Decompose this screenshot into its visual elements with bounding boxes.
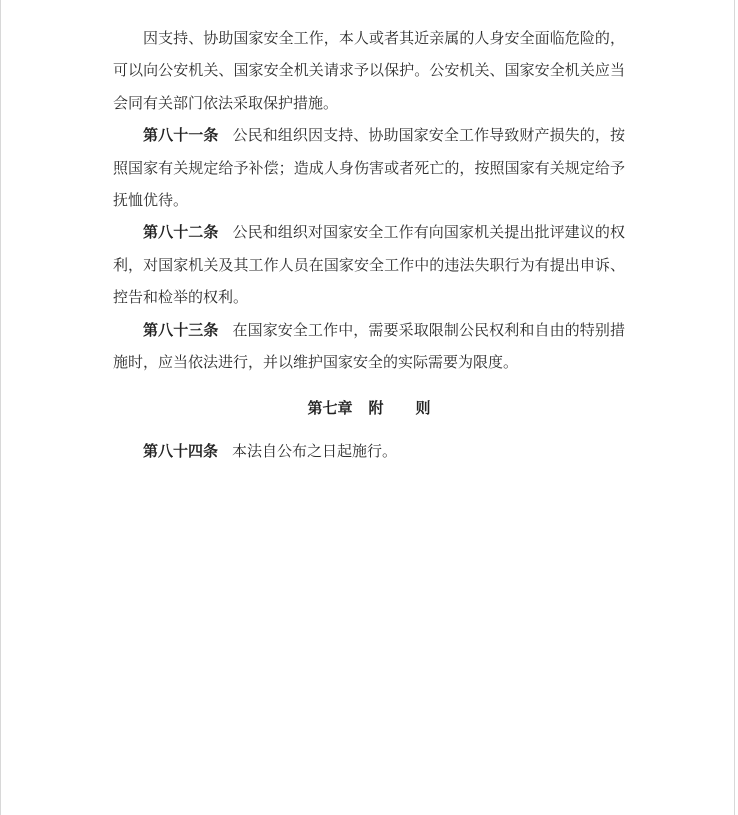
paragraph-protection: 因支持、协助国家安全工作，本人或者其近亲属的人身安全面临危险的，可以向公安机关、国家安全机关请求予以保护。公安机关、国家安全机关应当会同有关部门依法采取保护措施。 bbox=[113, 29, 625, 112]
chapter-title-part1: 附 bbox=[368, 399, 384, 418]
document-body bbox=[113, 22, 625, 468]
chapter-number: 第七章 bbox=[307, 399, 353, 418]
article-84-text: 本法自公布之日起施行。 bbox=[232, 442, 398, 461]
chapter-heading bbox=[113, 392, 625, 424]
article-84 bbox=[113, 435, 625, 467]
article-81 bbox=[113, 119, 625, 216]
article-82-label: 第八十二条 bbox=[143, 223, 219, 242]
article-81-text: 公民和组织因支持、协助国家安全工作导致财产损失的，按照国家有关规定给予补偿；造成人身伤害或者死亡的，按照国家有关规定给予抚恤优待。 bbox=[113, 126, 625, 210]
article-83-label: 第八十三条 bbox=[143, 320, 219, 339]
article-83-text: 在国家安全工作中，需要采取限制公民权利和自由的特别措施时，应当依法进行，并以维护国家安全的实际需要为限度。 bbox=[113, 320, 625, 372]
chapter-title-part2: 则 bbox=[415, 399, 431, 418]
article-83 bbox=[113, 314, 625, 379]
article-84-label: 第八十四条 bbox=[143, 442, 219, 461]
article-82-text: 公民和组织对国家安全工作有向国家机关提出批评建议的权利，对国家机关及其工作人员在国家安全工作中的违法失职行为有提出申诉、控告和检举的权利。 bbox=[113, 223, 625, 307]
article-82 bbox=[113, 216, 625, 313]
article-81-label: 第八十一条 bbox=[143, 126, 219, 145]
